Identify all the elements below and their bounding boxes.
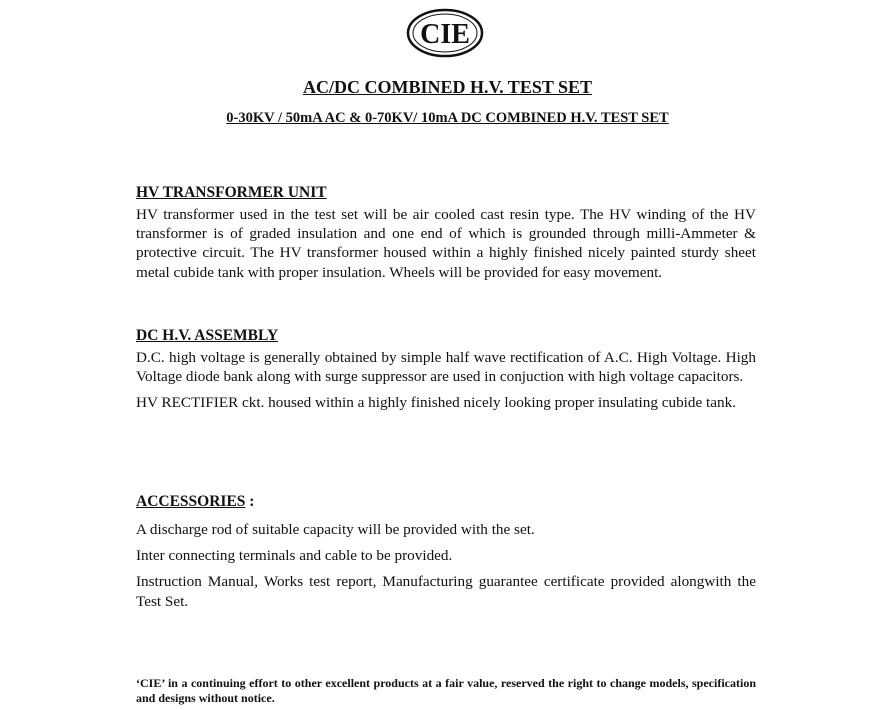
- section-heading: HV TRANSFORMER UNIT: [136, 184, 327, 201]
- section-hv-transformer: [136, 183, 756, 282]
- paragraph: D.C. high voltage is generally obtained by simple half wave rectification of A.C. High Voltage. High Voltage diode bank along with surge suppressor are used in conjuction with high voltage capacitors.: [136, 349, 756, 386]
- section-heading: ACCESSORIES: [136, 493, 246, 510]
- section-heading: DC H.V. ASSEMBLY: [136, 327, 279, 344]
- section-dc-assembly: [136, 326, 756, 413]
- heading-suffix: :: [245, 493, 255, 510]
- cie-logo: [406, 8, 484, 58]
- paragraph: HV RECTIFIER ckt. housed within a highly finished nicely looking proper insulating cubide tank.: [136, 394, 736, 412]
- paragraph: Instruction Manual, Works test report, Manufacturing guarantee certificate provided alongwith the Test Set.: [136, 573, 756, 610]
- paragraph: Inter connecting terminals and cable to be provided.: [136, 547, 453, 565]
- document-subtitle: 0-30KV / 50mA AC & 0-70KV/ 10mA DC COMBINED H.V. TEST SET: [226, 110, 669, 126]
- document-title: AC/DC COMBINED H.V. TEST SET: [302, 77, 593, 97]
- paragraph: HV transformer used in the test set will be air cooled cast resin type. The HV winding of the HV transformer is of graded insulation and one end of which is grounded through milli-Ammeter & protective circuit. The HV transformer housed within a highly finished nicely painted sturdy sheet metal cubide tank with proper insulation. Wheels will be provided for easy movement.: [136, 206, 756, 281]
- logo-text: CIE: [420, 19, 470, 50]
- footer-disclaimer: ‘CIE’ in a continuing effort to other excellent products at a fair value, reserved the right to change models, specification and designs without notice.: [136, 676, 756, 705]
- section-accessories: [136, 492, 756, 611]
- paragraph: A discharge rod of suitable capacity will be provided with the set.: [136, 521, 535, 538]
